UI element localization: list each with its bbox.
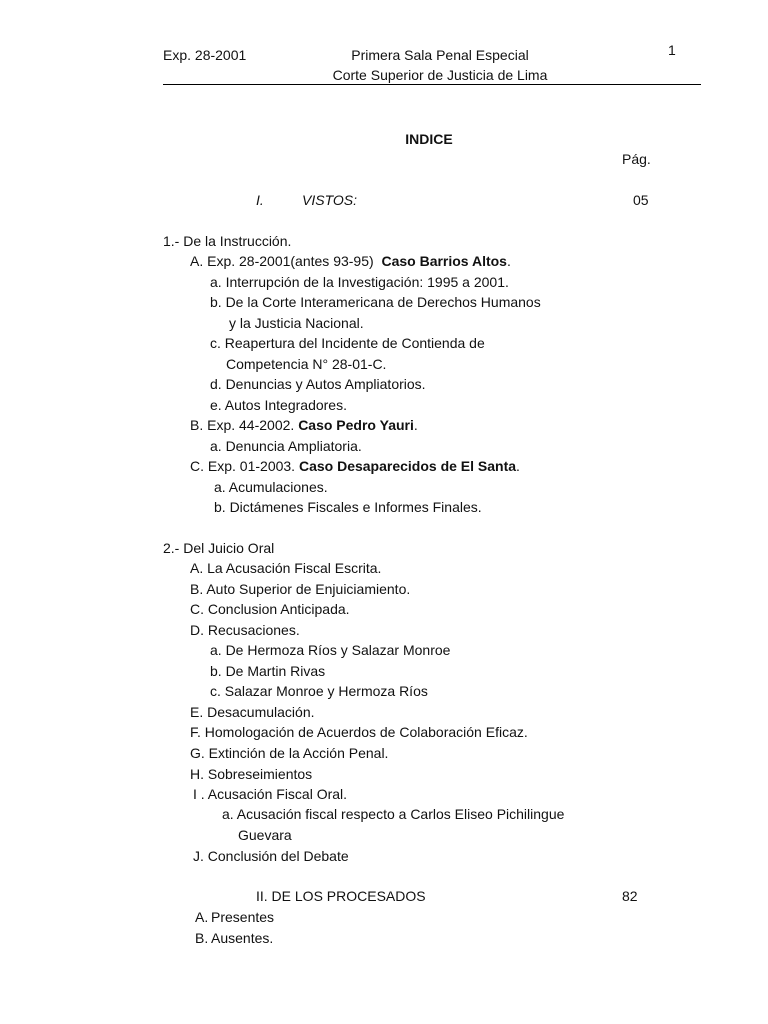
s2-item-G: G. Extinción de la Acción Penal. — [190, 745, 389, 761]
s1-item-B-post: . — [413, 417, 418, 433]
s1-item-C-a: a. Acumulaciones. — [214, 479, 328, 495]
s1-item-B-pre: B. Exp. 44-2002. — [190, 417, 295, 433]
s2-item-J: J. Conclusión del Debate — [193, 848, 349, 864]
s1-item-C-post: . — [516, 458, 520, 474]
s2-item-D-c: c. Salazar Monroe y Hermoza Ríos — [210, 683, 428, 699]
header-court-line2: Corte Superior de Justicia de Lima — [332, 67, 548, 83]
procesados-A-letter: A. — [195, 909, 209, 925]
section1-title: 1.- De la Instrucción. — [163, 233, 292, 249]
procesados-page: 82 — [622, 888, 638, 904]
s2-item-H: H. Sobreseimientos — [190, 766, 313, 782]
s2-item-D: D. Recusaciones. — [190, 622, 300, 638]
pag-label: Pág. — [622, 151, 651, 167]
s2-item-B: B. Auto Superior de Enjuiciamiento. — [190, 581, 411, 597]
s2-item-F: F. Homologación de Acuerdos de Colaboración Eficaz. — [190, 724, 528, 740]
s1-item-A-d: d. Denuncias y Autos Ampliatorios. — [210, 376, 426, 392]
s2-item-I-a1: a. Acusación fiscal respecto a Carlos Eliseo Pichilingue — [222, 806, 565, 822]
s1-item-A-c2: Competencia N° 28-01-C. — [226, 356, 387, 372]
s2-item-E: E. Desacumulación. — [190, 704, 315, 720]
index-title: INDICE — [405, 131, 453, 147]
s1-item-A-e: e. Autos Integradores. — [210, 397, 347, 413]
procesados-A-text: Presentes — [211, 909, 275, 925]
procesados-label: II. DE LOS PROCESADOS — [256, 888, 426, 904]
s2-item-C: C. Conclusion Anticipada. — [190, 601, 350, 617]
s1-item-A-case: Caso Barrios Altos — [381, 253, 507, 269]
header-exp: Exp. 28-2001 — [163, 47, 247, 63]
section2-title: 2.- Del Juicio Oral — [163, 540, 275, 556]
s1-item-C-b: b. Dictámenes Fiscales e Informes Finales. — [214, 499, 482, 515]
s2-item-I-a2: Guevara — [238, 827, 292, 843]
vistos-page: 05 — [633, 192, 649, 208]
s1-item-B — [190, 415, 418, 435]
s1-item-C-pre: C. Exp. 01-2003. — [190, 458, 296, 474]
header-rule — [163, 84, 701, 85]
s2-item-D-b: b. De Martin Rivas — [210, 663, 326, 679]
s1-item-A-b2: y la Justicia Nacional. — [229, 315, 364, 331]
vistos-num: I. — [256, 192, 264, 208]
page-number: 1 — [668, 42, 676, 58]
s1-item-A-a: a. Interrupción de la Investigación: 1995 a 2001. — [210, 274, 509, 290]
s1-item-A-b1: b. De la Corte Interamericana de Derechos Humanos — [210, 294, 541, 310]
s1-item-A-post: . — [506, 253, 511, 269]
s1-item-C-case: Caso Desaparecidos de El Santa — [298, 458, 517, 474]
s2-item-I: I . Acusación Fiscal Oral. — [193, 786, 348, 802]
s1-item-A — [190, 251, 511, 271]
s2-item-D-a: a. De Hermoza Ríos y Salazar Monroe — [210, 642, 451, 658]
s2-item-A: A. La Acusación Fiscal Escrita. — [190, 560, 382, 576]
s1-item-B-a: a. Denuncia Ampliatoria. — [210, 438, 362, 454]
vistos-label: VISTOS: — [302, 192, 357, 208]
s1-item-C — [190, 456, 520, 476]
s1-item-A-c1: c. Reapertura del Incidente de Contienda de — [210, 335, 485, 351]
procesados-B-text: Ausentes. — [211, 930, 274, 946]
s1-item-A-pre: A. Exp. 28-2001(antes 93-95) — [190, 253, 374, 269]
s1-item-B-case: Caso Pedro Yauri — [298, 417, 414, 433]
header-court-line1: Primera Sala Penal Especial — [351, 47, 529, 63]
procesados-B-letter: B. — [195, 930, 209, 946]
